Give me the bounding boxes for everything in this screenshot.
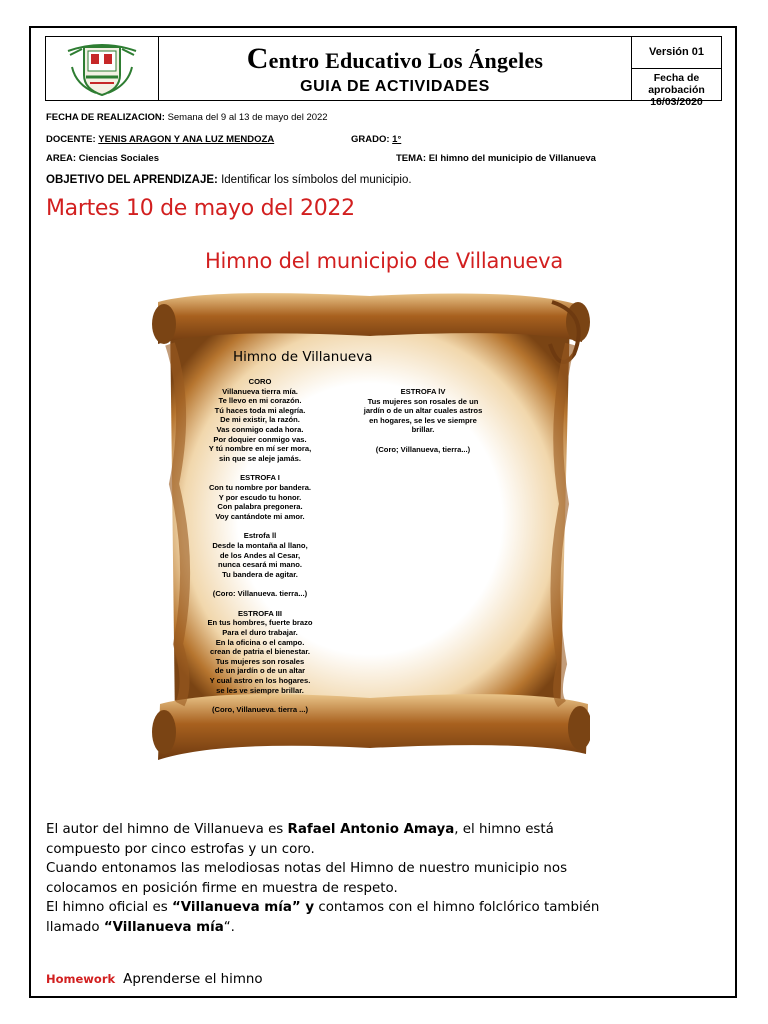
school-name — [159, 42, 631, 76]
hymn-heading: Himno del municipio de Villanueva — [204, 249, 564, 273]
estrofa-4-line: brillar. — [411, 425, 435, 435]
body-text: “. — [223, 919, 235, 935]
estrofa-3-line: Tus mujeres son rosales — [215, 656, 305, 666]
coro-line: sin que se aleje jamás. — [219, 453, 301, 463]
estrofa-3-line: se les ve siempre brillar. — [216, 685, 304, 695]
approval-date: 16/03/2020 — [650, 96, 703, 108]
fecha-value: Semana del 9 al 13 de mayo del 2022 — [167, 112, 328, 123]
official-hymn-name: “Villanueva mía” y — [172, 900, 315, 916]
body-line-1 — [46, 820, 726, 840]
version-cell — [631, 36, 722, 69]
docente-value: YENIS ARAGON Y ANA LUZ MENDOZA — [98, 134, 275, 145]
coro-line: Por doquier conmigo vas. — [213, 434, 307, 444]
author-name: Rafael Antonio Amaya — [287, 822, 455, 837]
area-label: AREA: — [46, 153, 77, 164]
body-text: El himno oficial es — [46, 900, 172, 916]
date-heading: Martes 10 de mayo del 2022 — [46, 196, 355, 221]
logo-cell — [45, 36, 159, 101]
school-name-initial: C — [246, 42, 269, 75]
estrofa-3-line: crean de patria el bienestar. — [209, 647, 311, 657]
body-paragraph — [46, 820, 726, 938]
body-line-3: Cuando entonamos las melodiosas notas del Himno de nuestro municipio nos — [46, 861, 568, 877]
estrofa-4-title: ESTROFA lV — [400, 387, 446, 396]
estrofa-4-line: en hogares, se les ve siempre — [369, 415, 477, 425]
estrofa-3-line: Para el duro trabajar. — [222, 628, 298, 638]
coro-line: De mi existir, la razón. — [220, 415, 300, 425]
tema-line — [396, 153, 596, 164]
docente-label: DOCENTE: — [46, 134, 96, 145]
approval-text — [632, 69, 721, 108]
body-text: llamado — [46, 919, 104, 935]
grado-value: 1° — [392, 134, 402, 145]
objetivo-label: OBJETIVO DEL APRENDIZAJE: — [46, 174, 218, 186]
estrofa-1-line: Y por escudo tu honor. — [218, 492, 302, 502]
header-table — [45, 36, 722, 108]
school-name-rest: entro Educativo Los Ángeles — [268, 48, 544, 73]
homework-label: Homework — [46, 972, 116, 986]
estrofa-3-line: de un jardín o de un altar — [214, 666, 306, 676]
lyrics-left-column — [190, 377, 330, 715]
objetivo-value: Identificar los símbolos del municipio. — [221, 174, 412, 186]
version-text: Versión 01 — [648, 46, 705, 58]
estrofa-1-line: Con palabra pregonera. — [217, 502, 303, 512]
estrofa-2-line: de los Andes al Cesar, — [219, 550, 301, 560]
grado-line — [351, 134, 401, 145]
body-line-2: compuesto por cinco estrofas y un coro. — [46, 841, 315, 857]
fecha-line — [46, 112, 328, 123]
estrofa-4-coro: (Coro; Villanueva, tierra...) — [375, 444, 471, 454]
coro-line: Vas conmigo cada hora. — [216, 424, 304, 434]
coro-line: Y tú nombre en mí ser mora, — [208, 444, 312, 454]
school-shield-logo — [46, 37, 158, 100]
coro-line: Villanueva tierra mía. — [222, 386, 298, 396]
title-cell — [158, 36, 632, 101]
estrofa-2-title: Estrofa ll — [243, 531, 277, 541]
approval-cell — [631, 68, 722, 108]
area-line — [46, 153, 159, 164]
estrofa-4-line: jardín o de un altar cuales astros — [363, 406, 483, 416]
estrofa-3-line: En tus hombres, fuerte brazo — [207, 618, 313, 628]
estrofa-2-line: Desde la montaña al llano, — [212, 540, 308, 550]
coro-title: CORO — [248, 377, 272, 386]
body-line-6 — [46, 918, 726, 938]
docente-line — [46, 134, 274, 145]
estrofa-4-line: Tus mujeres son rosales de un — [367, 396, 479, 406]
tema-value: El himno del municipio de Villanueva — [428, 153, 596, 164]
estrofa-3-title: ESTROFA III — [237, 608, 283, 618]
approval-label: Fecha de aprobación — [648, 72, 705, 96]
objetivo-line — [46, 174, 412, 186]
estrofa-2-coro: (Coro: Villanueva. tierra...) — [212, 589, 308, 599]
area-value: Ciencias Sociales — [78, 153, 160, 164]
estrofa-1-line: Voy cantándote mi amor. — [215, 511, 305, 521]
estrofa-2-line: Tu bandera de agitar. — [222, 569, 298, 579]
estrofa-3-coro: (Coro, Villanueva. tierra ...) — [211, 705, 309, 715]
fecha-label: FECHA DE REALIZACION: — [46, 112, 165, 123]
body-text: El autor del himno de Villanueva es — [46, 822, 288, 837]
estrofa-3-line: En la oficina o el campo. — [215, 637, 305, 647]
homework-value: Aprenderse el himno — [123, 972, 263, 987]
tema-label: TEMA: — [396, 153, 427, 164]
coro-line: Tú haces toda mi alegría. — [214, 405, 306, 415]
estrofa-1-line: Con tu nombre por bandera. — [208, 482, 312, 492]
folk-hymn-name: “Villanueva mía — [103, 919, 224, 935]
body-text: , el himno está — [454, 822, 554, 837]
lyrics-right-column — [355, 387, 491, 455]
homework-line — [46, 968, 263, 987]
coro-line: Te llevo en mi corazón. — [218, 396, 302, 406]
lyrics-title: Himno de Villanueva — [233, 349, 373, 365]
body-text: contamos con el himno folclórico también — [314, 900, 600, 916]
estrofa-2-line: nunca cesará mi mano. — [218, 560, 302, 570]
estrofa-1-title: ESTROFA I — [240, 473, 280, 483]
body-line-4: colocamos en posición firme en muestra de respeto. — [46, 880, 398, 896]
grado-label: GRADO: — [351, 134, 390, 145]
body-line-5 — [46, 898, 726, 918]
estrofa-3-line: Y cual astro en los hogares. — [209, 676, 311, 686]
guide-subtitle: GUIA DE ACTIVIDADES — [300, 78, 490, 95]
